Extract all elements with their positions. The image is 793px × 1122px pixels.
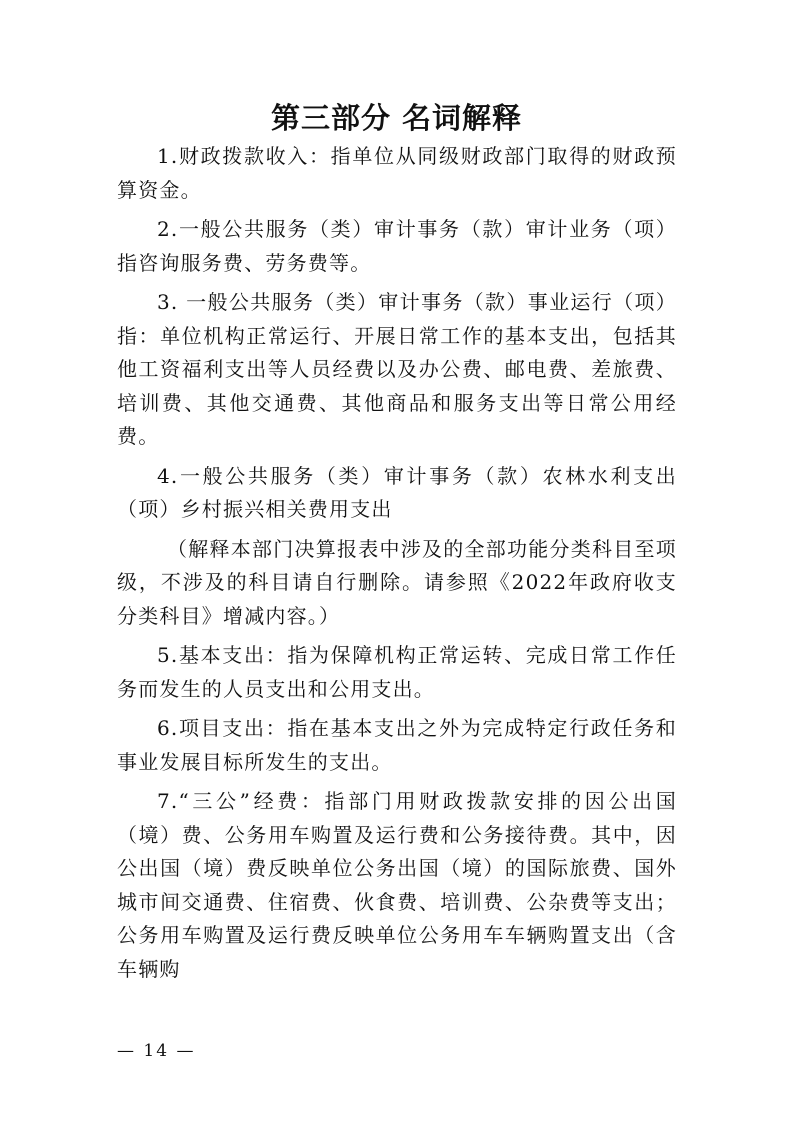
paragraph-1: 1.财政拨款收入：指单位从同级财政部门取得的财政预算资金。 (117, 144, 677, 202)
paragraph-3: 3. 一般公共服务（类）审计事务（款）事业运行（项）指：单位机构正常运行、开展日常工作的基本支出，包括其他工资福利支出等人员经费以及办公费、邮电费、差旅费、培训费、其他交通费、其他商品和服务支出等日常公用经费。 (117, 290, 677, 448)
paragraph-6: 6.项目支出：指在基本支出之外为完成特定行政任务和事业发展目标所发生的支出。 (117, 716, 677, 774)
paragraph-2: 2.一般公共服务（类）审计事务（款）审计业务（项）指咨询服务费、劳务费等。 (117, 217, 677, 275)
paragraph-4: 4.一般公共服务（类）审计事务（款）农林水利支出（项）乡村振兴相关费用支出 (117, 463, 677, 521)
page-number: — 14 — (117, 1041, 196, 1061)
page-title: 第三部分 名词解释 (270, 101, 523, 135)
paragraph-5: 5.基本支出：指为保障机构正常运转、完成日常工作任务而发生的人员支出和公用支出。 (117, 643, 677, 701)
paragraph-note: （解释本部门决算报表中涉及的全部功能分类科目至项级，不涉及的科目请自行删除。请参照《2022年政府收支分类科目》增减内容。） (117, 536, 677, 628)
document-body (117, 140, 677, 986)
paragraph-7: 7.“三公”经费：指部门用财政拨款安排的因公出国（境）费、公务用车购置及运行费和公务接待费。其中，因公出国（境）费反映单位公务出国（境）的国际旅费、国外城市间交通费、住宿费、伙食费、培训费、公杂费等支出；公务用车购置及运行费反映单位公务用车车辆购置支出（含车辆购 (117, 789, 677, 981)
